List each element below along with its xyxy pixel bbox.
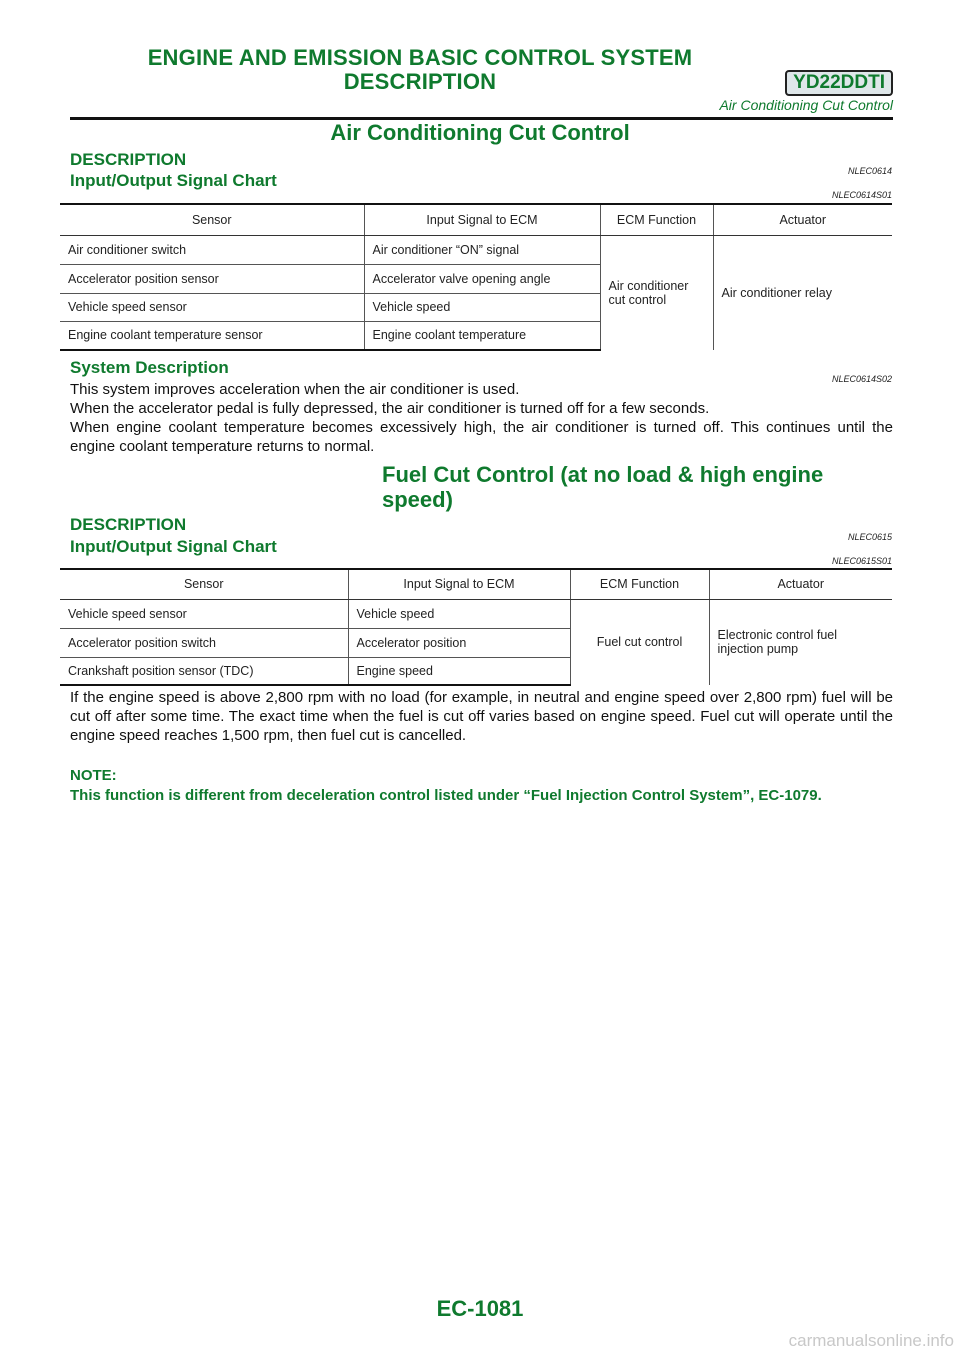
cell-signal: Vehicle speed [364, 293, 600, 321]
section1-signal-table [60, 203, 892, 351]
header-ecm-function: ECM Function [600, 204, 713, 235]
ecm-function-line1: Air conditioner [608, 278, 689, 293]
cell-sensor: Vehicle speed sensor [60, 599, 348, 628]
system-description-ref: NLEC0614S02 [831, 374, 892, 384]
cell-signal: Engine speed [348, 657, 570, 685]
system-line: When the accelerator pedal is fully depressed, the air conditioner is turned off for a few seconds. [70, 400, 710, 417]
system-description-heading: System Description [70, 358, 229, 377]
fuel-cut-body-text: If the engine speed is above 2,800 rpm with no load (for example, in neutral and engine speed over 2,800 rpm) fuel will be cut off after some time. The exact time when the fuel is cut off varies based on engine speed. Fuel cut will operate until the engine speed reaches 1,500 rpm, then fuel cut is cancelled. [70, 689, 893, 744]
header-actuator: Actuator [713, 204, 892, 235]
engine-code-badge: YD22DDTI [785, 70, 893, 96]
cell-sensor: Crankshaft position sensor (TDC) [60, 657, 348, 685]
section2-description-heading: DESCRIPTION [70, 515, 187, 534]
section2-chart-heading: Input/Output Signal Chart [70, 537, 277, 556]
header-title-line2: DESCRIPTION [343, 69, 497, 94]
header-subtitle: Air Conditioning Cut Control [719, 97, 893, 113]
cell-sensor: Accelerator position sensor [60, 264, 364, 293]
section1-chart-ref: NLEC0614S01 [831, 190, 892, 200]
section2-chart-ref: NLEC0615S01 [831, 556, 892, 566]
page-header [70, 44, 893, 116]
cell-signal: Air conditioner “ON” signal [364, 235, 600, 264]
cell-sensor: Vehicle speed sensor [60, 293, 364, 321]
watermark: carmanualsonline.info [788, 1331, 954, 1350]
page-number: EC-1081 [436, 1296, 524, 1321]
actuator-line2: injection pump [717, 642, 799, 657]
section2-title-line1: Fuel Cut Control (at no load & high engine [382, 462, 824, 487]
cell-signal: Accelerator position [348, 628, 570, 657]
cell-sensor: Accelerator position switch [60, 628, 348, 657]
note-label: NOTE: [70, 767, 117, 784]
header-sensor: Sensor [60, 204, 364, 235]
header-sensor: Sensor [60, 569, 348, 599]
system-line: When engine coolant temperature becomes excessively high, the air conditioner is turned off. This continues until the engine coolant temperature returns to normal. [70, 419, 893, 455]
cell-signal: Engine coolant temperature [364, 321, 600, 350]
header-actuator: Actuator [709, 569, 892, 599]
table-header-row [60, 569, 892, 599]
section1-title: Air Conditioning Cut Control [330, 120, 630, 145]
header-input-signal: Input Signal to ECM [348, 569, 570, 599]
section2-signal-table [60, 568, 892, 686]
header-ecm-function: ECM Function [570, 569, 709, 599]
section1-chart-heading: Input/Output Signal Chart [70, 171, 277, 190]
system-description-text [70, 380, 893, 456]
section1-description-heading: DESCRIPTION [70, 150, 187, 169]
header-title [70, 46, 770, 94]
section1-description-ref: NLEC0614 [847, 166, 892, 176]
cell-actuator: Air conditioner relay [713, 235, 892, 350]
header-input-signal: Input Signal to ECM [364, 204, 600, 235]
note-text: This function is different from deceleration control listed under “Fuel Injection Control System”, EC-1079. [70, 787, 822, 804]
section2-description-ref: NLEC0615 [847, 532, 892, 542]
cell-actuator [709, 599, 892, 685]
table-row [60, 599, 892, 628]
header-title-line1: ENGINE AND EMISSION BASIC CONTROL SYSTEM [147, 45, 693, 70]
cell-signal: Vehicle speed [348, 599, 570, 628]
cell-signal: Accelerator valve opening angle [364, 264, 600, 293]
cell-ecm-function: Fuel cut control [570, 599, 709, 685]
actuator-line1: Electronic control fuel [717, 628, 838, 643]
section2-title [382, 462, 882, 512]
cell-sensor: Engine coolant temperature sensor [60, 321, 364, 350]
table-row [60, 235, 892, 264]
section2-title-line2: speed) [382, 487, 453, 512]
system-line: This system improves acceleration when the air conditioner is used. [70, 381, 520, 398]
cell-sensor: Air conditioner switch [60, 235, 364, 264]
cell-ecm-function [600, 235, 713, 350]
ecm-function-line2: cut control [608, 292, 667, 307]
table-header-row [60, 204, 892, 235]
